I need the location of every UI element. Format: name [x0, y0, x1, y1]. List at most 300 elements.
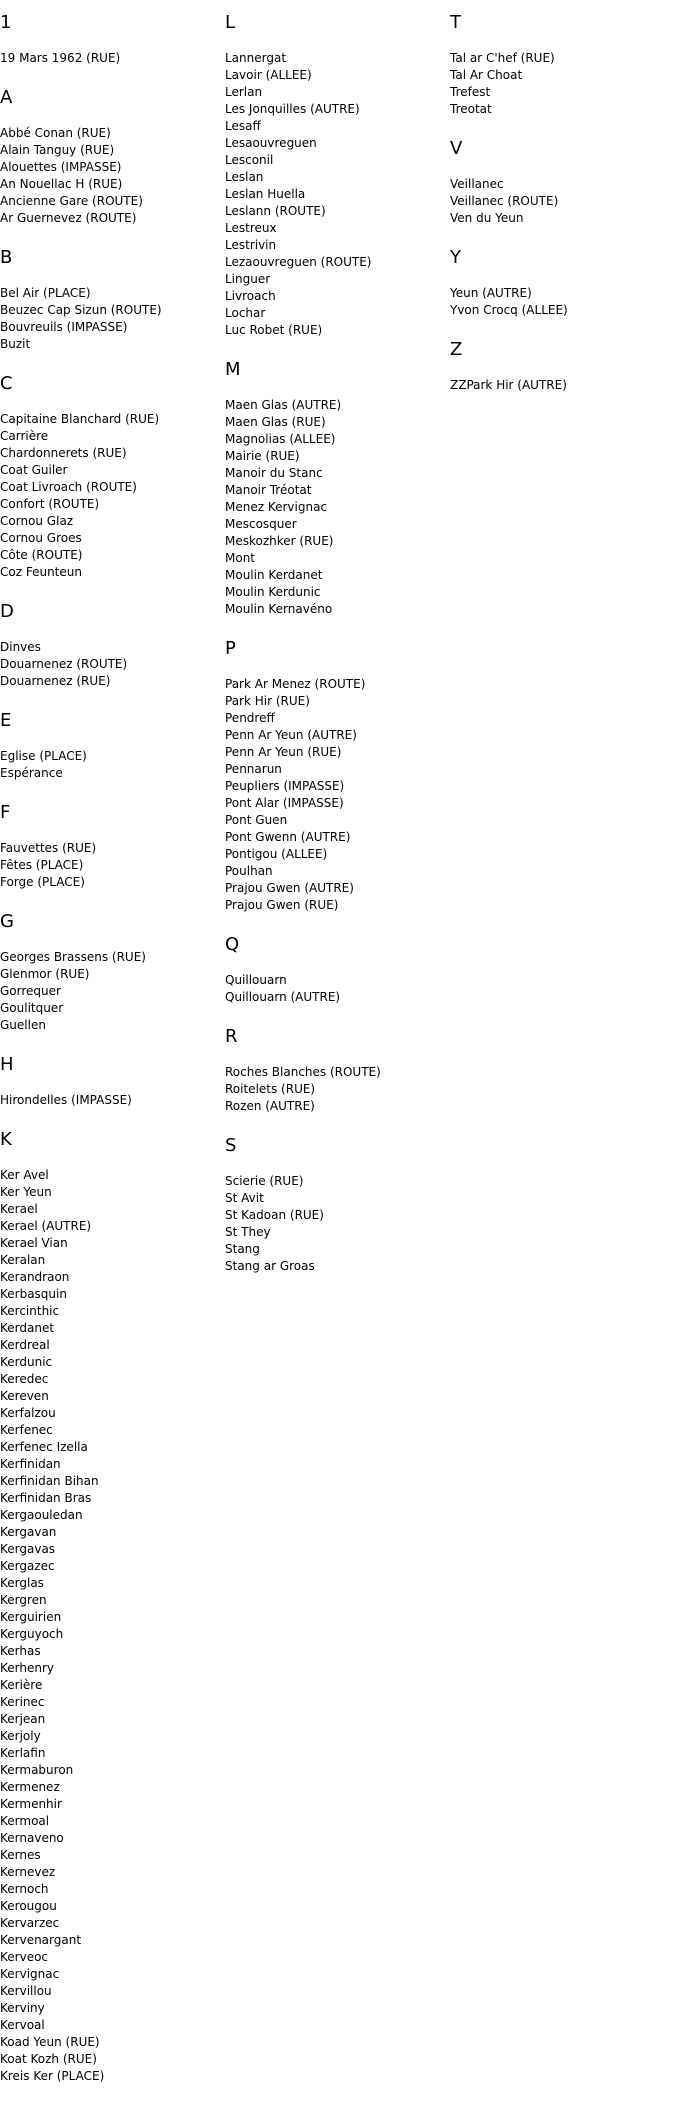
street-link[interactable]: Pendreff: [225, 711, 275, 725]
street-list-item: [225, 101, 447, 118]
street-list-item: [0, 1524, 222, 1541]
street-list-item: [0, 1694, 222, 1711]
street-list-item: [0, 1762, 222, 1779]
street-link[interactable]: Cornou Glaz: [0, 514, 74, 528]
street-list-item: [0, 1201, 222, 1218]
street-link[interactable]: Kermaburon: [0, 1763, 74, 1777]
street-list-item: [0, 1235, 222, 1252]
street-link[interactable]: Kermoal: [0, 1814, 50, 1828]
street-link[interactable]: Beuzec Cap Sizun (ROUTE): [0, 303, 162, 317]
street-link[interactable]: Carrière: [0, 429, 49, 443]
street-list-item: [0, 428, 222, 445]
street-link[interactable]: Maen Glas (RUE): [225, 415, 326, 429]
street-link[interactable]: Kerjoly: [0, 1729, 41, 1743]
street-link[interactable]: Goulitquer: [0, 1001, 64, 1015]
street-link[interactable]: Luc Robet (RUE): [225, 323, 323, 337]
street-link[interactable]: Peupliers (IMPASSE): [225, 779, 345, 793]
street-list-item: [0, 479, 222, 496]
street-list-item: [0, 1422, 222, 1439]
street-link[interactable]: Kerviny: [0, 2001, 45, 2015]
street-link[interactable]: Kerougou: [0, 1899, 57, 1913]
street-list-item: [225, 516, 447, 533]
street-list-item: [0, 193, 222, 210]
street-list-item: [0, 1609, 222, 1626]
street-list-item: [0, 840, 222, 857]
street-link[interactable]: Kerael: [0, 1202, 38, 1216]
street-link[interactable]: Kergavas: [0, 1542, 56, 1556]
street-list-item: [225, 414, 447, 431]
street-list-item: [225, 1190, 447, 1207]
street-list-item: [0, 1643, 222, 1660]
street-list-item: [0, 1017, 222, 1034]
street-link[interactable]: Douarnenez (ROUTE): [0, 657, 128, 671]
street-list-item: [0, 1932, 222, 1949]
street-list-item: [0, 874, 222, 891]
street-list-item: [225, 727, 447, 744]
street-list-item: [450, 50, 672, 67]
letter-group: [225, 12, 447, 339]
street-list-item: [0, 639, 222, 656]
street-link[interactable]: Kerfinidan Bras: [0, 1491, 92, 1505]
letter-group: [0, 911, 222, 1034]
street-list: [225, 676, 447, 914]
street-list-item: [225, 431, 447, 448]
street-link[interactable]: Kerguirien: [0, 1610, 62, 1624]
street-list: [450, 176, 672, 227]
street-link[interactable]: Ar Guernevez (ROUTE): [0, 211, 137, 225]
street-link[interactable]: Kerjean: [0, 1712, 46, 1726]
street-list-item: [0, 513, 222, 530]
street-link[interactable]: Kerière: [0, 1678, 43, 1692]
street-link[interactable]: Mont: [225, 551, 256, 565]
street-list-item: [0, 1000, 222, 1017]
street-list-item: [0, 1575, 222, 1592]
street-link[interactable]: Lavoir (ALLEE): [225, 68, 312, 82]
letter-group: [0, 87, 222, 227]
street-link[interactable]: Alain Tanguy (RUE): [0, 143, 115, 157]
letter-group: [0, 1054, 222, 1109]
street-list-item: [0, 1286, 222, 1303]
street-list-item: [225, 880, 447, 897]
street-list-item: [225, 254, 447, 271]
street-link[interactable]: Leslan: [225, 170, 264, 184]
street-link[interactable]: Kerdanet: [0, 1321, 55, 1335]
street-link[interactable]: Roches Blanches (ROUTE): [225, 1065, 381, 1079]
street-link[interactable]: Kergaouledan: [0, 1508, 83, 1522]
street-link[interactable]: Côte (ROUTE): [0, 548, 83, 562]
street-link[interactable]: Roitelets (RUE): [225, 1082, 316, 1096]
street-link[interactable]: Kervenargant: [0, 1933, 82, 1947]
street-link[interactable]: Lochar: [225, 306, 266, 320]
street-list-item: [450, 176, 672, 193]
street-link[interactable]: Koad Yeun (RUE): [0, 2035, 100, 2049]
street-link[interactable]: Kerveoc: [0, 1950, 49, 1964]
street-link[interactable]: Veillanec (ROUTE): [450, 194, 559, 208]
letter-heading: K: [0, 1129, 12, 1150]
street-link[interactable]: Linguer: [225, 272, 271, 286]
street-list-item: [0, 1473, 222, 1490]
street-link[interactable]: Buzit: [0, 337, 31, 351]
street-list: [0, 949, 222, 1034]
street-list-item: [225, 118, 447, 135]
index-column-3: [450, 12, 672, 414]
street-link[interactable]: Ker Avel: [0, 1168, 49, 1182]
street-list-item: [450, 101, 672, 118]
street-list-item: [0, 1456, 222, 1473]
street-link[interactable]: Magnolias (ALLEE): [225, 432, 336, 446]
street-link[interactable]: 19 Mars 1962 (RUE): [0, 51, 121, 65]
street-list-item: [0, 857, 222, 874]
street-list-item: [225, 744, 447, 761]
street-list-item: [225, 482, 447, 499]
street-list-item: [0, 1711, 222, 1728]
street-link[interactable]: Guellen: [0, 1018, 46, 1032]
street-link[interactable]: Kermenez: [0, 1780, 60, 1794]
street-list-item: [225, 710, 447, 727]
street-list-item: [450, 285, 672, 302]
street-list-item: [0, 1677, 222, 1694]
street-list: [0, 748, 222, 782]
street-list-item: [225, 972, 447, 989]
street-link[interactable]: Keredec: [0, 1372, 49, 1386]
street-list-item: [0, 142, 222, 159]
letter-heading: P: [225, 638, 236, 659]
street-link[interactable]: Kerfenec Izella: [0, 1440, 88, 1454]
street-link[interactable]: Gorrequer: [0, 984, 61, 998]
street-list: [0, 840, 222, 891]
street-link[interactable]: Kereven: [0, 1389, 49, 1403]
street-list-item: [225, 897, 447, 914]
street-list-item: [0, 2051, 222, 2068]
street-list-item: [0, 1405, 222, 1422]
street-list-item: [225, 186, 447, 203]
street-link[interactable]: Lesaouvreguen: [225, 136, 317, 150]
street-link[interactable]: Penn Ar Yeun (AUTRE): [225, 728, 357, 742]
index-column-1: [0, 12, 222, 2105]
street-list-item: [225, 863, 447, 880]
street-link[interactable]: Kervarzec: [0, 1916, 60, 1930]
letter-heading: Z: [450, 339, 463, 360]
street-list: [0, 50, 222, 67]
street-list-item: [0, 1915, 222, 1932]
street-list-item: [0, 496, 222, 513]
street-link[interactable]: Lestreux: [225, 221, 277, 235]
street-link[interactable]: Kerfinidan Bihan: [0, 1474, 99, 1488]
street-link[interactable]: Kergavan: [0, 1525, 57, 1539]
street-link[interactable]: Coat Guiler: [0, 463, 68, 477]
street-list: [225, 1173, 447, 1275]
street-link[interactable]: Scierie (RUE): [225, 1174, 304, 1188]
street-link[interactable]: Kerdunic: [0, 1355, 53, 1369]
street-link[interactable]: Mescosquer: [225, 517, 297, 531]
street-list-item: [225, 322, 447, 339]
street-link[interactable]: Pont Alar (IMPASSE): [225, 796, 344, 810]
street-link[interactable]: Kercinthic: [0, 1304, 60, 1318]
street-link[interactable]: Kerglas: [0, 1576, 44, 1590]
street-list-item: [450, 67, 672, 84]
street-link[interactable]: Kervignac: [0, 1967, 60, 1981]
street-link[interactable]: Prajou Gwen (AUTRE): [225, 881, 354, 895]
street-link[interactable]: St They: [225, 1225, 271, 1239]
street-list-item: [225, 761, 447, 778]
street-list-item: [0, 1354, 222, 1371]
street-list-item: [0, 949, 222, 966]
street-list-item: [0, 765, 222, 782]
street-link[interactable]: Pontigou (ALLEE): [225, 847, 328, 861]
street-link[interactable]: Prajou Gwen (RUE): [225, 898, 339, 912]
street-link[interactable]: Les Jonquilles (AUTRE): [225, 102, 360, 116]
street-list-item: [225, 693, 447, 710]
letter-group: [0, 710, 222, 782]
street-list-item: [0, 411, 222, 428]
street-link[interactable]: Yeun (AUTRE): [450, 286, 532, 300]
street-link[interactable]: Park Ar Menez (ROUTE): [225, 677, 366, 691]
letter-heading: Y: [450, 247, 461, 268]
street-link[interactable]: Maen Glas (AUTRE): [225, 398, 342, 412]
street-list-item: [225, 152, 447, 169]
street-link[interactable]: St Kadoan (RUE): [225, 1208, 324, 1222]
street-link[interactable]: Penn Ar Yeun (RUE): [225, 745, 342, 759]
street-link[interactable]: Kervillou: [0, 1984, 52, 1998]
street-link[interactable]: Bouvreuils (IMPASSE): [0, 320, 128, 334]
street-link[interactable]: Moulin Kernavéno: [225, 602, 333, 616]
street-link[interactable]: Quillouarn (AUTRE): [225, 990, 341, 1004]
street-link[interactable]: St Avit: [225, 1191, 264, 1205]
street-link[interactable]: Rozen (AUTRE): [225, 1099, 315, 1113]
street-link[interactable]: Alouettes (IMPASSE): [0, 160, 122, 174]
street-list-item: [0, 748, 222, 765]
street-link[interactable]: Douarnenez (RUE): [0, 674, 111, 688]
street-list-item: [225, 550, 447, 567]
street-list-item: [0, 1881, 222, 1898]
street-link[interactable]: Kerfinidan: [0, 1457, 61, 1471]
street-list-item: [0, 1745, 222, 1762]
street-link[interactable]: Pont Guen: [225, 813, 288, 827]
street-list-item: [450, 84, 672, 101]
street-link[interactable]: Kerinec: [0, 1695, 45, 1709]
street-link[interactable]: Poulhan: [225, 864, 273, 878]
street-link[interactable]: Kerfalzou: [0, 1406, 56, 1420]
street-link[interactable]: Manoir Tréotat: [225, 483, 312, 497]
street-list-item: [225, 989, 447, 1006]
letter-group: [450, 247, 672, 319]
street-list-item: [450, 210, 672, 227]
street-link[interactable]: Yvon Crocq (ALLEE): [450, 303, 568, 317]
street-link[interactable]: Kerhas: [0, 1644, 41, 1658]
letter-group: [0, 247, 222, 353]
street-link[interactable]: Kermenhir: [0, 1797, 62, 1811]
street-link[interactable]: Chardonnerets (RUE): [0, 446, 127, 460]
street-list-item: [225, 465, 447, 482]
street-list-item: [0, 983, 222, 1000]
street-link[interactable]: Hirondelles (IMPASSE): [0, 1093, 132, 1107]
street-link[interactable]: Kerlafin: [0, 1746, 46, 1760]
street-list-item: [0, 1660, 222, 1677]
street-link[interactable]: Lannergat: [225, 51, 287, 65]
street-link[interactable]: Abbé Conan (RUE): [0, 126, 111, 140]
letter-heading: F: [0, 802, 11, 823]
street-list-item: [0, 319, 222, 336]
street-list-item: [0, 336, 222, 353]
street-list-item: [0, 1949, 222, 1966]
letter-group: [225, 1026, 447, 1115]
street-link[interactable]: Veillanec: [450, 177, 504, 191]
street-link[interactable]: Espérance: [0, 766, 63, 780]
street-link[interactable]: Dinves: [0, 640, 41, 654]
street-list-item: [0, 1558, 222, 1575]
street-list-item: [0, 2017, 222, 2034]
letter-group: [450, 339, 672, 394]
street-link[interactable]: Mairie (RUE): [225, 449, 300, 463]
street-link[interactable]: Pont Gwenn (AUTRE): [225, 830, 351, 844]
street-link[interactable]: Kernes: [0, 1848, 41, 1862]
street-list-item: [0, 1269, 222, 1286]
street-link[interactable]: Kerael Vian: [0, 1236, 68, 1250]
street-link[interactable]: Moulin Kerdanet: [225, 568, 323, 582]
street-link[interactable]: Lestrivin: [225, 238, 277, 252]
street-list-item: [0, 2034, 222, 2051]
street-link[interactable]: Glenmor (RUE): [0, 967, 90, 981]
street-link[interactable]: Bel Air (PLACE): [0, 286, 91, 300]
street-link[interactable]: Coat Livroach (ROUTE): [0, 480, 137, 494]
street-list-item: [0, 1337, 222, 1354]
street-list-item: [450, 302, 672, 319]
street-list-item: [0, 462, 222, 479]
street-link[interactable]: Kerhenry: [0, 1661, 55, 1675]
street-list-item: [0, 1092, 222, 1109]
street-list-item: [225, 397, 447, 414]
street-list-item: [0, 564, 222, 581]
street-list-item: [225, 567, 447, 584]
street-link[interactable]: Ancienne Gare (ROUTE): [0, 194, 143, 208]
street-link[interactable]: Eglise (PLACE): [0, 749, 87, 763]
street-link[interactable]: Confort (ROUTE): [0, 497, 100, 511]
street-list: [0, 1167, 222, 2085]
street-list: [450, 377, 672, 394]
street-link[interactable]: Lezaouvreguen (ROUTE): [225, 255, 372, 269]
street-link[interactable]: Kreis Ker (PLACE): [0, 2069, 105, 2083]
street-link[interactable]: Lerlan: [225, 85, 263, 99]
street-link[interactable]: Kerguyoch: [0, 1627, 64, 1641]
street-list-item: [0, 1439, 222, 1456]
street-list-item: [0, 1507, 222, 1524]
street-link[interactable]: Ven du Yeun: [450, 211, 524, 225]
street-list-item: [0, 302, 222, 319]
street-link[interactable]: Kerbasquin: [0, 1287, 67, 1301]
street-link[interactable]: Kergazec: [0, 1559, 55, 1573]
street-list-item: [0, 656, 222, 673]
letter-group: [0, 1129, 222, 2085]
street-link[interactable]: Ker Yeun: [0, 1185, 52, 1199]
street-list-item: [225, 846, 447, 863]
street-link[interactable]: Keralan: [0, 1253, 46, 1267]
index-column-2: [225, 12, 447, 1295]
street-list-item: [0, 1983, 222, 2000]
street-link[interactable]: Trefest: [450, 85, 491, 99]
street-link[interactable]: Kerandraon: [0, 1270, 70, 1284]
street-link[interactable]: Kergren: [0, 1593, 47, 1607]
street-list-item: [225, 1258, 447, 1275]
street-link[interactable]: Tal ar C'hef (RUE): [450, 51, 555, 65]
street-link[interactable]: Fauvettes (RUE): [0, 841, 97, 855]
street-link[interactable]: Leslann (ROUTE): [225, 204, 326, 218]
street-link[interactable]: Lesconil: [225, 153, 274, 167]
street-list-item: [0, 1490, 222, 1507]
street-link[interactable]: Quillouarn: [225, 973, 287, 987]
street-list-item: [225, 499, 447, 516]
street-link[interactable]: Forge (PLACE): [0, 875, 85, 889]
street-link[interactable]: Menez Kervignac: [225, 500, 328, 514]
street-link[interactable]: Lesaff: [225, 119, 261, 133]
street-link[interactable]: Kerdreal: [0, 1338, 50, 1352]
street-link[interactable]: Tal Ar Choat: [450, 68, 523, 82]
street-list-item: [0, 1167, 222, 1184]
street-link[interactable]: Park Hir (RUE): [225, 694, 310, 708]
letter-heading: T: [450, 12, 461, 33]
street-link[interactable]: Georges Brassens (RUE): [0, 950, 146, 964]
street-list-item: [225, 84, 447, 101]
street-link[interactable]: Stang ar Groas: [225, 1259, 315, 1273]
letter-group: [450, 12, 672, 118]
street-link[interactable]: Koat Kozh (RUE): [0, 2052, 97, 2066]
street-link[interactable]: Kerael (AUTRE): [0, 1219, 92, 1233]
street-link[interactable]: Cornou Groes: [0, 531, 82, 545]
street-link[interactable]: Manoir du Stanc: [225, 466, 323, 480]
street-link[interactable]: Kernevez: [0, 1865, 56, 1879]
letter-group: [225, 934, 447, 1006]
street-list-item: [0, 176, 222, 193]
street-link[interactable]: Coz Feunteun: [0, 565, 82, 579]
street-link[interactable]: Pennarun: [225, 762, 282, 776]
street-link[interactable]: Kerfenec: [0, 1423, 53, 1437]
street-link[interactable]: Moulin Kerdunic: [225, 585, 321, 599]
street-link[interactable]: Meskozhker (RUE): [225, 534, 334, 548]
street-list-item: [0, 445, 222, 462]
street-link[interactable]: ZZPark Hir (AUTRE): [450, 378, 567, 392]
street-list-item: [225, 305, 447, 322]
street-list-item: [225, 829, 447, 846]
street-list-item: [225, 135, 447, 152]
street-list-item: [0, 1728, 222, 1745]
street-link[interactable]: Kernoch: [0, 1882, 49, 1896]
street-list-item: [0, 547, 222, 564]
letter-heading: B: [0, 247, 13, 268]
street-list-item: [0, 673, 222, 690]
street-link[interactable]: Capitaine Blanchard (RUE): [0, 412, 160, 426]
street-list-item: [225, 778, 447, 795]
street-list: [225, 972, 447, 1006]
street-link[interactable]: Fêtes (PLACE): [0, 858, 84, 872]
street-list-item: [0, 1388, 222, 1405]
street-link[interactable]: Kernaveno: [0, 1831, 64, 1845]
street-link[interactable]: Kervoal: [0, 2018, 45, 2032]
street-link[interactable]: An Nouellac H (RUE): [0, 177, 123, 191]
street-list-item: [225, 584, 447, 601]
street-list-item: [225, 67, 447, 84]
street-list-item: [0, 159, 222, 176]
street-list-item: [0, 966, 222, 983]
street-list-item: [0, 1252, 222, 1269]
street-list-item: [225, 237, 447, 254]
street-list: [0, 639, 222, 690]
street-link[interactable]: Livroach: [225, 289, 276, 303]
street-link[interactable]: Stang: [225, 1242, 260, 1256]
street-link[interactable]: Leslan Huella: [225, 187, 306, 201]
street-link[interactable]: Treotat: [450, 102, 492, 116]
street-list-item: [0, 1864, 222, 1881]
street-list-item: [225, 1241, 447, 1258]
street-list-item: [450, 377, 672, 394]
